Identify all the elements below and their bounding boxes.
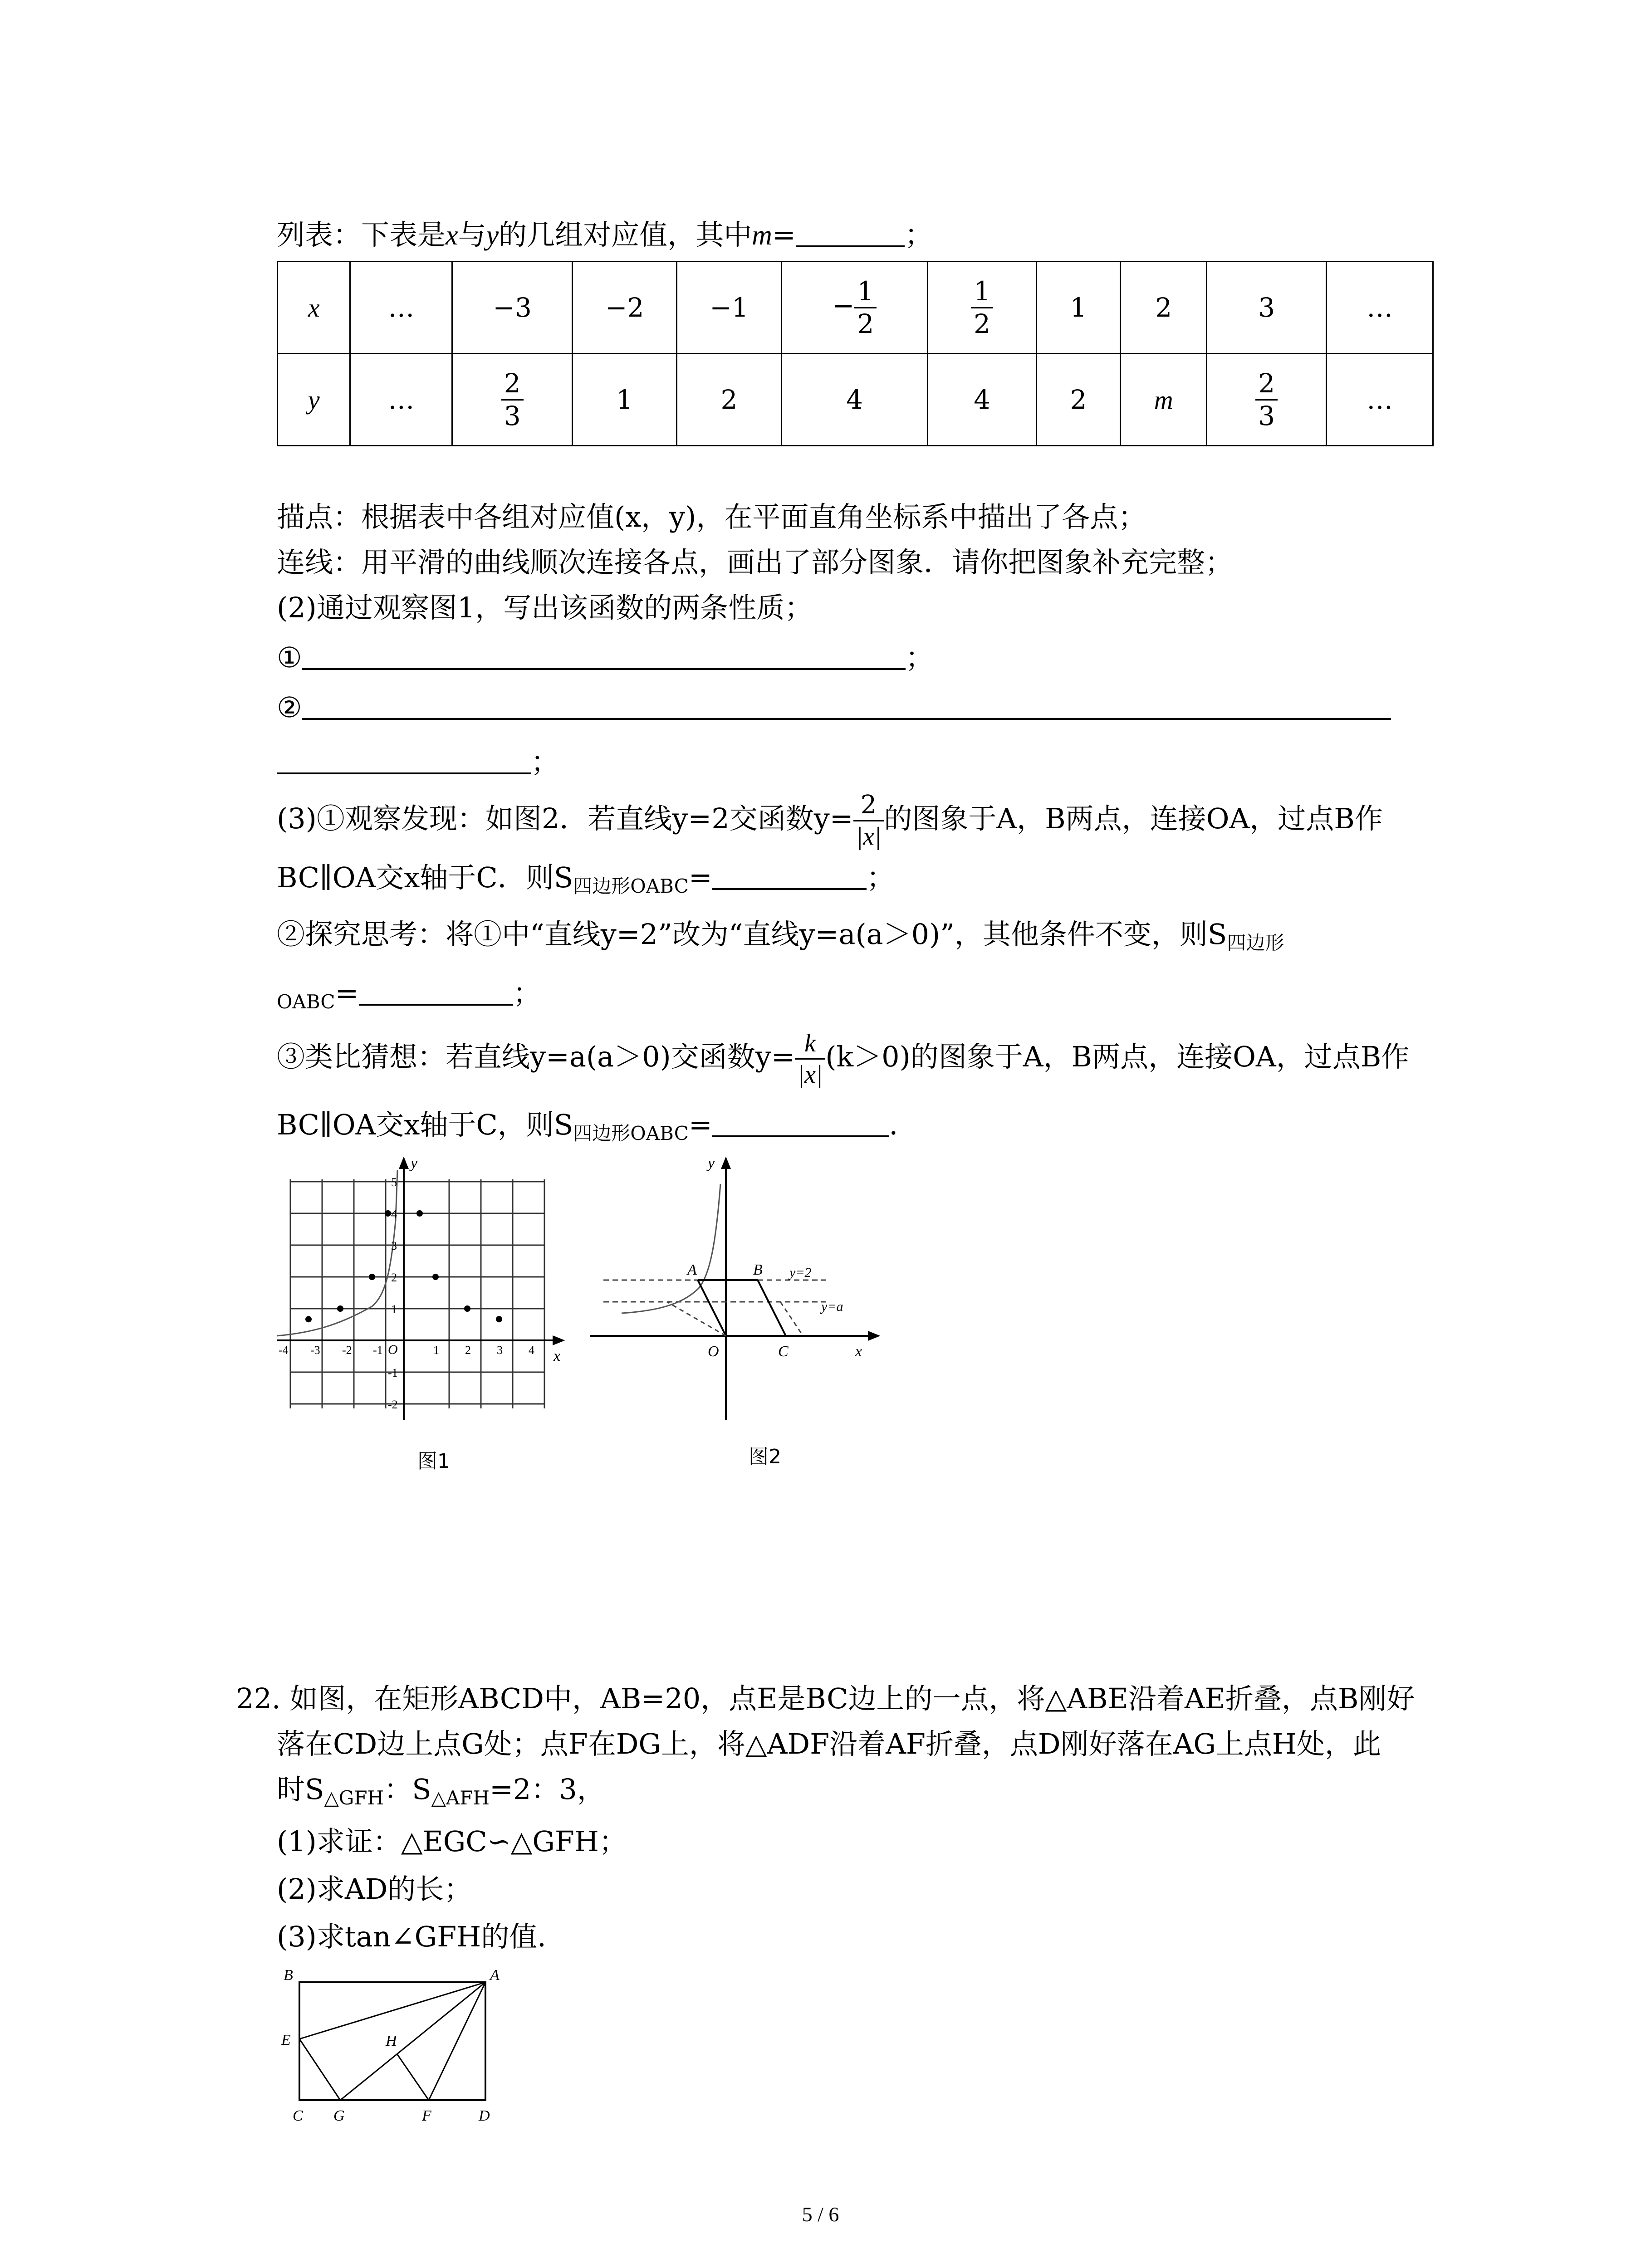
figure-q22-rectangle	[272, 1964, 526, 2127]
cell-half: $\frac{1}{2}$	[928, 262, 1036, 354]
y-tick-2: 2	[391, 1271, 397, 1284]
x-tick-4: 4	[529, 1344, 534, 1357]
cell-two-thirds: $\frac{2}{3}$	[452, 354, 573, 446]
q22-part3: (3)求tan∠GFH的值．	[277, 1920, 566, 1953]
fig1-x-ticks	[279, 1344, 534, 1357]
q3-part2-line1: ②探究思考：将①中“直线y=2”改为“直线y=a(a＞0)”，其他条件不变，则$S_{四边形}$	[277, 918, 1284, 954]
figure-2-graph	[590, 1152, 885, 1424]
x-tick-neg4: -4	[279, 1344, 289, 1357]
y-tick-neg2: -2	[388, 1398, 398, 1411]
text-miaodian: 描点：根据表中各组对应值(x，y)，在平面直角坐标系中描出了各点；	[277, 500, 1146, 533]
x-tick-2: 2	[465, 1344, 471, 1357]
fig1-point-5	[432, 1274, 439, 1280]
seg-AE	[299, 1982, 485, 2039]
seg-AF	[429, 1982, 485, 2100]
q22-line1: 22. 如图，在矩形ABCD中，AB=20，点E是BC边上的一点，将△ABE沿着AE折叠，点B刚好	[236, 1682, 1415, 1715]
fig1-curve	[277, 1170, 397, 1336]
q3-part3-line2: BC∥OA交x轴于C，则$S_{四边形OABC}=$ ．	[277, 1108, 917, 1144]
seg-AG	[340, 1982, 485, 2100]
fig1-point-6	[464, 1305, 470, 1312]
label-G: G	[333, 2107, 345, 2124]
y-tick-1: 1	[391, 1303, 397, 1316]
x-tick-neg1: -1	[373, 1344, 383, 1357]
answer-blank-3b[interactable]	[359, 978, 513, 1006]
label-F: F	[422, 2107, 431, 2124]
fig2-segment-BC	[758, 1280, 786, 1336]
label-B: B	[284, 1967, 293, 1984]
fig1-point-0	[305, 1316, 312, 1322]
text-q2: (2)通过观察图1，写出该函数的两条性质；	[277, 591, 813, 624]
answer-line-1: ① ；	[277, 641, 934, 674]
label-D: D	[479, 2107, 490, 2124]
cell-neg-half: − $\frac{1}{2}$	[781, 262, 928, 354]
table-row-x: x … −3 −2 −1 − $\frac{1}{2}$ $\frac{1}{2}$ 1 2 3 …	[278, 262, 1433, 354]
fig2-axes	[590, 1159, 878, 1420]
label-C: C	[293, 2107, 303, 2124]
fig1-point-1	[337, 1305, 343, 1312]
y-tick-4: 4	[391, 1207, 397, 1221]
fig2-x-label: x	[855, 1343, 862, 1360]
fig2-label-y2: y=2	[789, 1265, 812, 1280]
fig2-y-label: y	[708, 1155, 715, 1172]
figure-1-graph	[272, 1152, 572, 1424]
answer-blank-2b[interactable]	[277, 746, 531, 774]
y-tick-5: 5	[391, 1176, 397, 1189]
figure-2-caption: 图2	[749, 1445, 781, 1468]
fig2-label-ya: y=a	[821, 1299, 843, 1314]
figure-1-caption: 图1	[417, 1450, 450, 1473]
x-tick-neg2: -2	[342, 1344, 352, 1357]
x-tick-3: 3	[497, 1344, 503, 1357]
q3-part3-line1: ③类比猜想：若直线y=a(a＞0)交函数y= $\frac{k}{|x|}$ (k＞0)的图象于A，B两点，连接OA，过点B作	[277, 1029, 1410, 1089]
answer-blank-2[interactable]	[302, 692, 1391, 720]
answer-line-2: ②	[277, 689, 1391, 726]
label-E: E	[281, 2032, 291, 2048]
answer-line-2b: ；	[277, 744, 559, 780]
fig1-origin: O	[388, 1342, 398, 1357]
fig1-point-3	[385, 1210, 391, 1217]
seg-EG	[299, 2039, 340, 2100]
answer-blank-1[interactable]	[302, 642, 906, 670]
table-intro: 列表：下表是x与y的几组对应值，其中m= ；	[277, 218, 933, 251]
label-A: A	[490, 1967, 500, 1984]
fig2-label-C: C	[778, 1343, 789, 1360]
fig1-x-label: x	[554, 1348, 561, 1364]
answer-blank-3a[interactable]	[712, 862, 867, 890]
answer-blank-m[interactable]	[796, 219, 905, 247]
fig1-axes	[277, 1159, 563, 1420]
fig1-y-label: y	[411, 1155, 418, 1172]
seg-HF	[397, 2054, 429, 2100]
x-tick-1: 1	[433, 1344, 439, 1357]
fig1-point-2	[369, 1274, 375, 1280]
label-H: H	[386, 2033, 397, 2049]
fig1-point-7	[496, 1316, 502, 1322]
y-tick-neg1: -1	[388, 1366, 398, 1379]
table-row-y: y … $\frac{2}{3}$ 1 2 4 4 2 m $\frac{2}{3}$ …	[278, 354, 1433, 446]
q3-part1-line2: BC∥OA交x轴于C．则$S_{四边形OABC}=$ ；	[277, 861, 895, 897]
value-table	[277, 261, 1434, 446]
fig1-point-4	[416, 1210, 423, 1217]
answer-blank-3c[interactable]	[712, 1109, 889, 1137]
q3-part1-line1: (3)①观察发现：如图2．若直线y=2交函数y= $\frac{2}{|x|}$ 的图象于A，B两点，连接OA，过点B作	[277, 790, 1383, 851]
y-tick-3: 3	[391, 1239, 397, 1252]
page-number: 5 / 6	[802, 2203, 839, 2226]
q22-line2: 落在CD边上点G处；点F在DG上，将△ADF沿着AF折叠，点D刚好落在AG上点H处，此	[277, 1727, 1381, 1760]
q22-line3: 时$S_{\triangle GFH}$：$S_{\triangle AFH}=2$：3，	[277, 1773, 605, 1809]
q22-part1: (1)求证：△EGC∽△GFH；	[277, 1825, 627, 1858]
text-lianxian: 连线：用平滑的曲线顺次连接各点，画出了部分图象．请你把图象补充完整；	[277, 546, 1234, 579]
fig2-label-O: O	[708, 1343, 719, 1360]
x-tick-neg3: -3	[310, 1344, 320, 1357]
q3-part2-line2: $_{OABC}$= ；	[277, 977, 541, 1013]
fig2-label-B: B	[753, 1261, 763, 1278]
fig2-label-A: A	[687, 1261, 697, 1278]
q22-part2: (2)求AD的长；	[277, 1872, 472, 1906]
cell-two-thirds-b: $\frac{2}{3}$	[1207, 354, 1327, 446]
